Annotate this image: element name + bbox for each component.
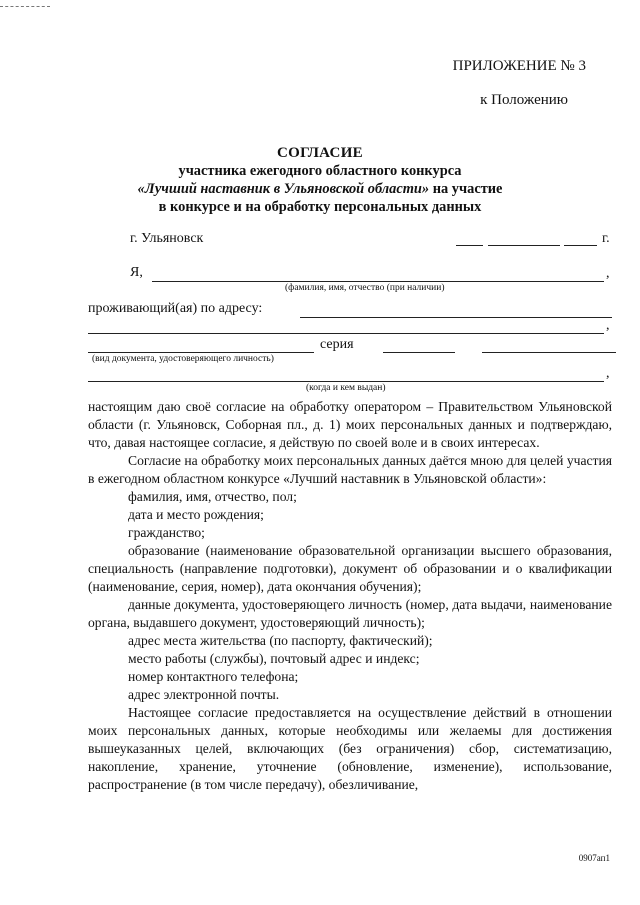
data-list-item: место работы (службы), почтовый адрес и индекс; bbox=[128, 651, 420, 666]
address-field-2[interactable] bbox=[88, 333, 604, 334]
contest-name: «Лучший наставник в Ульяновской области» bbox=[137, 181, 430, 197]
issued-by-caption: (когда и кем выдан) bbox=[306, 383, 386, 393]
full-name-field[interactable] bbox=[152, 281, 604, 282]
data-list-item: номер контактного телефона; bbox=[128, 669, 299, 684]
date-month-field[interactable] bbox=[488, 245, 560, 246]
regulation-reference: к Положению bbox=[480, 92, 568, 108]
name-comma: , bbox=[606, 266, 610, 281]
data-list-item: образование (наименование образовательной организации высшего образования, специальность (направление подготовки), документ об образовании и о квалификации (наименование, серия, номер), дата окончания обучения); bbox=[88, 543, 612, 594]
title-line-2-rest: на участие bbox=[429, 181, 503, 197]
id-document-caption: (вид документа, удостоверяющего личность) bbox=[92, 354, 274, 364]
document-number-field[interactable] bbox=[482, 352, 616, 353]
consent-paragraph-3: Настоящее согласие предоставляется на осуществление действий в отношении моих персональных данных, которые необходимы или желаемы для достижения вышеуказанных целей, включающих (без ограничения) сбор, систематизацию, накопление, хранение, уточнение (обновление, изменение), использование, распространение (в том числе передачу), обезличивание, bbox=[88, 705, 612, 792]
scan-artifact bbox=[0, 6, 50, 10]
i-label: Я, bbox=[130, 265, 143, 280]
series-label: серия bbox=[320, 337, 354, 352]
title-line-3: в конкурсе и на обработку персональных данных bbox=[158, 199, 482, 215]
title-main: СОГЛАСИЕ bbox=[277, 145, 363, 161]
document-code: 0907ап1 bbox=[578, 853, 610, 863]
residing-label: проживающий(ая) по адресу: bbox=[88, 301, 263, 316]
data-list-item: гражданство; bbox=[128, 525, 205, 540]
data-list-item: данные документа, удостоверяющего личность (номер, дата выдачи, наименование органа, выдавшего документ, удостоверяющий личность); bbox=[88, 597, 612, 630]
title-line-2 bbox=[0, 180, 640, 198]
date-day-field[interactable] bbox=[456, 245, 483, 246]
address-field-1[interactable] bbox=[300, 317, 612, 318]
data-list-item: дата и место рождения; bbox=[128, 507, 264, 522]
full-name-caption: (фамилия, имя, отчество (при наличии) bbox=[285, 283, 445, 293]
document-title bbox=[0, 144, 640, 216]
data-list-item: адрес электронной почты. bbox=[128, 687, 280, 702]
date-year-field[interactable] bbox=[564, 245, 597, 246]
id-document-type-field[interactable] bbox=[88, 352, 314, 353]
consent-body bbox=[88, 398, 612, 794]
data-list-item: адрес места жительства (по паспорту, фактический); bbox=[128, 633, 433, 648]
title-line-1: участника ежегодного областного конкурса bbox=[178, 163, 462, 179]
issued-by-field[interactable] bbox=[88, 381, 604, 382]
data-list-item: фамилия, имя, отчество, пол; bbox=[128, 489, 297, 504]
year-suffix: г. bbox=[602, 231, 610, 246]
consent-paragraph-2: Согласие на обработку моих персональных данных даётся мною для целей участия в ежегодном областном конкурсе «Лучший наставник в Ульяновской области»: bbox=[88, 453, 612, 486]
issued-comma: , bbox=[606, 366, 610, 381]
appendix-number: ПРИЛОЖЕНИЕ № 3 bbox=[452, 58, 586, 74]
city-label: г. Ульяновск bbox=[130, 231, 204, 246]
address-comma: , bbox=[606, 318, 610, 333]
document-series-field[interactable] bbox=[383, 352, 455, 353]
consent-paragraph-1: настоящим даю своё согласие на обработку оператором – Правительством Ульяновской области (г. Ульяновск, Соборная пл., д. 1) моих персональных данных и подтверждаю, что, давая настоящее согласие, я действую по своей воле и в своих интересах. bbox=[88, 399, 612, 450]
